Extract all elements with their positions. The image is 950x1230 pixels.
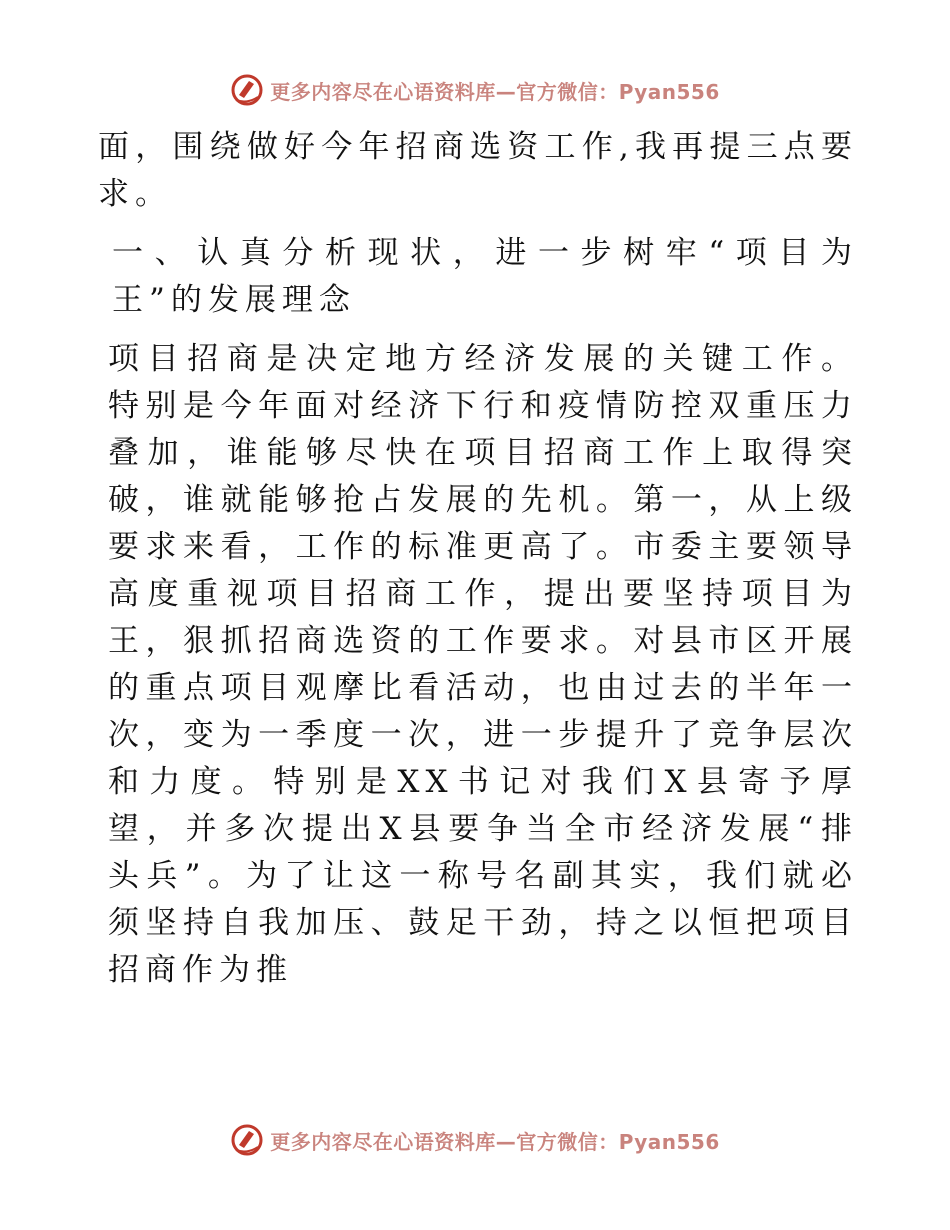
document-body — [98, 124, 858, 994]
header-banner — [0, 70, 950, 110]
footer-banner — [0, 1120, 950, 1160]
header-banner-text: 更多内容尽在心语资料库—官方微信：Pyan556 — [270, 79, 720, 104]
seal-logo-icon — [230, 1123, 264, 1157]
paragraph-body — [98, 336, 858, 994]
paragraph-continuation: 面，围绕做好今年招商选资工作,我再提三点要求。 — [98, 129, 858, 212]
seal-logo-icon — [230, 73, 264, 107]
section-heading: 一、认真分析现状，进一步树牢“项目为王”的发展理念 — [112, 235, 858, 318]
paragraph-body-text: 项目招商是决定地方经济发展的关键工作。 特别是今年面对经济下行和疫情防控双重压力叠加，谁能够尽快在项目招商工作上取得突破，谁就能够抢占发展的先机。第一，从上级要求来看，工作的标准更高了。市委主要领导高度重视项目招商工作，提出要坚持项目为王，狠抓招商选资的工作要求。对县市区开展的重点项目观摩比看活动，也由过去的半年一次，变为一季度一次，进一步提升了竞争层次和力度。特别是XX书记对我们X县寄予厚望，并多次提出X县要争当全市经济发展“排头兵”。为了让这一称号名副其实，我们就必须坚持自我加压、鼓足干劲，持之以恒把项目招商作为推 — [108, 341, 858, 988]
footer-banner-text: 更多内容尽在心语资料库—官方微信：Pyan556 — [270, 1129, 720, 1154]
